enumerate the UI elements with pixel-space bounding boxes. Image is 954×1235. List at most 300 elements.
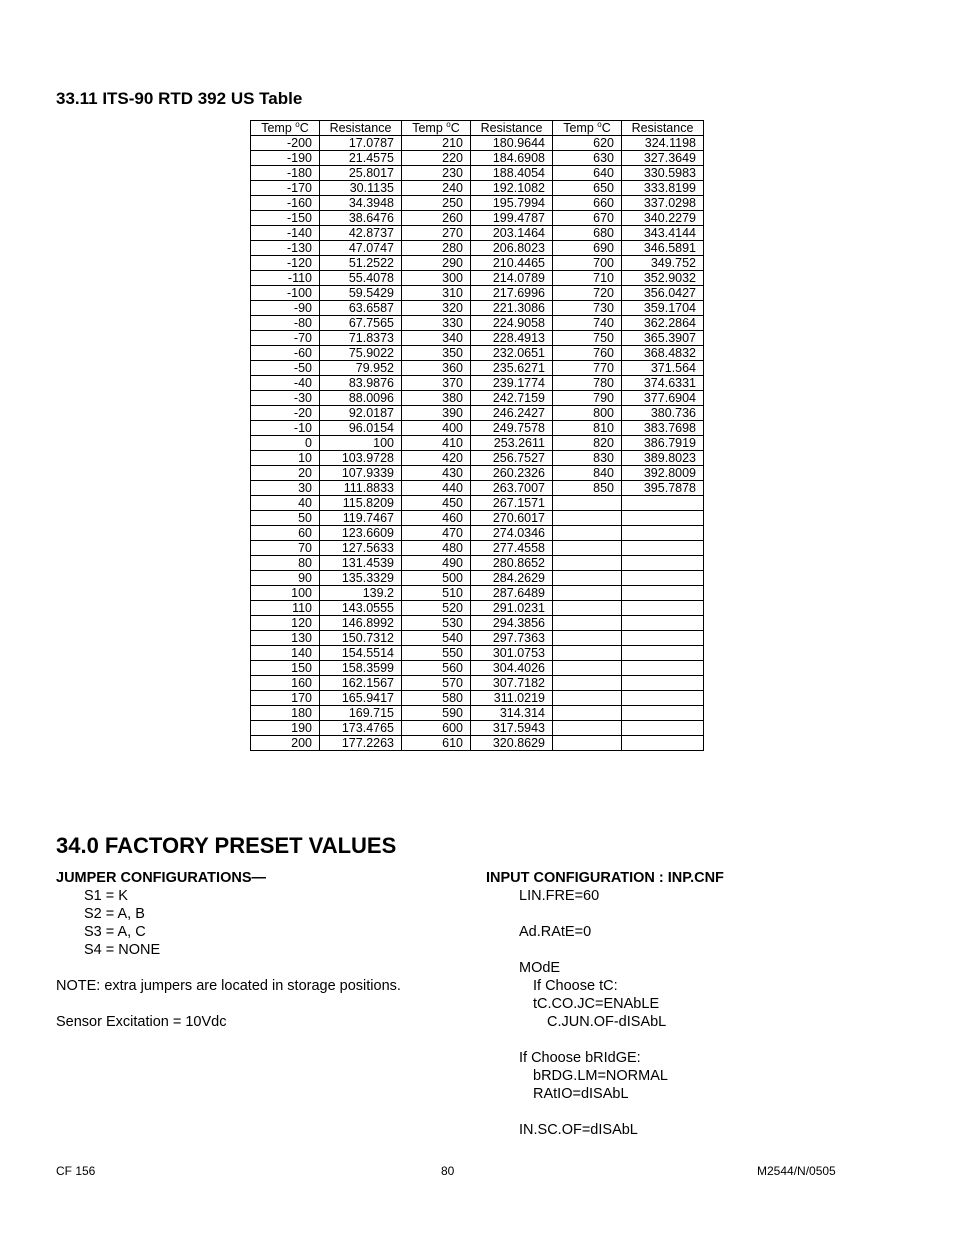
table-cell: 21.4575 [320, 151, 402, 166]
table-cell: 356.0427 [622, 286, 704, 301]
table-cell: -150 [251, 211, 320, 226]
in-sc-of: IN.SC.OF=dISAbL [519, 1122, 638, 1138]
table-cell: 310 [402, 286, 471, 301]
table-cell: 199.4787 [471, 211, 553, 226]
table-cell: -120 [251, 256, 320, 271]
table-cell: 34.3948 [320, 196, 402, 211]
table-cell: 154.5514 [320, 646, 402, 661]
table-cell: 520 [402, 601, 471, 616]
table-cell: 340.2279 [622, 211, 704, 226]
table-cell: 220 [402, 151, 471, 166]
table-cell: 100 [320, 436, 402, 451]
table-cell [553, 661, 622, 676]
table-cell: 88.0096 [320, 391, 402, 406]
table-cell: 390 [402, 406, 471, 421]
table-cell: 570 [402, 676, 471, 691]
table-cell [553, 676, 622, 691]
table-header-cell: Resistance [320, 121, 402, 136]
jumper-s4: S4 = NONE [84, 942, 161, 958]
footer-left: CF 156 [56, 1164, 96, 1178]
table-cell: -160 [251, 196, 320, 211]
table-row [251, 511, 704, 526]
table-cell: 510 [402, 586, 471, 601]
lin-fre: LIN.FRE=60 [519, 888, 600, 904]
table-cell: 123.6609 [320, 526, 402, 541]
table-cell: 195.7994 [471, 196, 553, 211]
table-cell: 359.1704 [622, 301, 704, 316]
table-cell: 371.564 [622, 361, 704, 376]
table-row [251, 451, 704, 466]
table-cell: 330.5983 [622, 166, 704, 181]
table-row [251, 331, 704, 346]
table-cell: 170 [251, 691, 320, 706]
table-cell: 750 [553, 331, 622, 346]
table-cell: 324.1198 [622, 136, 704, 151]
table-header-row [251, 121, 704, 136]
table-row [251, 541, 704, 556]
table-cell: 530 [402, 616, 471, 631]
table-cell: 143.0555 [320, 601, 402, 616]
table-cell: 460 [402, 511, 471, 526]
table-cell: 294.3856 [471, 616, 553, 631]
table-cell: -140 [251, 226, 320, 241]
table-cell: 260.2326 [471, 466, 553, 481]
table-cell: 420 [402, 451, 471, 466]
table-cell: 200 [251, 736, 320, 751]
table-cell: 235.6271 [471, 361, 553, 376]
if-choose-tc: If Choose tC: [533, 978, 618, 994]
table-row [251, 211, 704, 226]
table-cell: 162.1567 [320, 676, 402, 691]
table-cell: 370 [402, 376, 471, 391]
table-cell [553, 556, 622, 571]
tc-co-jc: tC.CO.JC=ENAbLE [533, 996, 660, 1012]
table-row [251, 376, 704, 391]
table-cell: 291.0231 [471, 601, 553, 616]
jumper-note: NOTE: extra jumpers are located in storage positions. [56, 978, 401, 994]
table-cell: 107.9339 [320, 466, 402, 481]
table-cell: 630 [553, 151, 622, 166]
table-cell: 284.2629 [471, 571, 553, 586]
table-cell: 92.0187 [320, 406, 402, 421]
table-cell: 314.314 [471, 706, 553, 721]
table-cell: 256.7527 [471, 451, 553, 466]
table-cell [622, 721, 704, 736]
table-cell: 59.5429 [320, 286, 402, 301]
table-cell: 810 [553, 421, 622, 436]
table-cell: -10 [251, 421, 320, 436]
table-cell: 30 [251, 481, 320, 496]
table-cell: 327.3649 [622, 151, 704, 166]
table-cell: 55.4078 [320, 271, 402, 286]
table-cell: 38.6476 [320, 211, 402, 226]
table-cell [553, 736, 622, 751]
table-cell: 210 [402, 136, 471, 151]
table-cell: 660 [553, 196, 622, 211]
table-cell: 343.4144 [622, 226, 704, 241]
table-row [251, 436, 704, 451]
table-row [251, 316, 704, 331]
table-row [251, 181, 704, 196]
preset-title: 34.0 FACTORY PRESET VALUES [56, 833, 397, 858]
table-row [251, 466, 704, 481]
table-cell: 346.5891 [622, 241, 704, 256]
table-row [251, 631, 704, 646]
table-cell [622, 586, 704, 601]
table-cell [622, 736, 704, 751]
table-cell: 188.4054 [471, 166, 553, 181]
table-cell: 700 [553, 256, 622, 271]
table-row [251, 256, 704, 271]
table-cell: 267.1571 [471, 496, 553, 511]
table-cell: 221.3086 [471, 301, 553, 316]
table-cell: 80 [251, 556, 320, 571]
ratio: RAtIO=dISAbL [533, 1086, 629, 1102]
table-cell: 410 [402, 436, 471, 451]
table-cell: 20 [251, 466, 320, 481]
table-cell: 250 [402, 196, 471, 211]
table-cell: 165.9417 [320, 691, 402, 706]
table-row [251, 736, 704, 751]
table-cell: 680 [553, 226, 622, 241]
table-cell: 850 [553, 481, 622, 496]
table-cell [622, 601, 704, 616]
table-cell: 277.4558 [471, 541, 553, 556]
sensor-excitation: Sensor Excitation = 10Vdc [56, 1014, 227, 1030]
jumper-s3: S3 = A, C [84, 924, 146, 940]
table-row [251, 346, 704, 361]
table-cell: 40 [251, 496, 320, 511]
input-config-section [486, 869, 724, 1139]
table-cell: 51.2522 [320, 256, 402, 271]
table-row [251, 646, 704, 661]
table-row [251, 526, 704, 541]
table-cell: 177.2263 [320, 736, 402, 751]
table-cell: 17.0787 [320, 136, 402, 151]
table-cell: 392.8009 [622, 466, 704, 481]
table-cell: 710 [553, 271, 622, 286]
table-cell: 249.7578 [471, 421, 553, 436]
table-cell: -20 [251, 406, 320, 421]
table-cell: -40 [251, 376, 320, 391]
table-cell: 103.9728 [320, 451, 402, 466]
table-cell: 640 [553, 166, 622, 181]
table-cell: 203.1464 [471, 226, 553, 241]
table-cell [553, 691, 622, 706]
table-cell: 150.7312 [320, 631, 402, 646]
table-cell: 119.7467 [320, 511, 402, 526]
table-cell: 60 [251, 526, 320, 541]
table-cell [622, 571, 704, 586]
table-cell: 320.8629 [471, 736, 553, 751]
table-cell: 317.5943 [471, 721, 553, 736]
table-cell: 228.4913 [471, 331, 553, 346]
table-cell: 146.8992 [320, 616, 402, 631]
table-row [251, 616, 704, 631]
table-cell: 380 [402, 391, 471, 406]
table-cell: 480 [402, 541, 471, 556]
table-row [251, 226, 704, 241]
table-cell: 83.9876 [320, 376, 402, 391]
table-cell [553, 586, 622, 601]
table-cell: 610 [402, 736, 471, 751]
table-cell [622, 661, 704, 676]
table-cell: 760 [553, 346, 622, 361]
table-cell: 365.3907 [622, 331, 704, 346]
table-cell: 550 [402, 646, 471, 661]
table-cell [622, 616, 704, 631]
table-cell: 280 [402, 241, 471, 256]
table-cell: 131.4539 [320, 556, 402, 571]
table-cell [622, 526, 704, 541]
table-cell: 263.7007 [471, 481, 553, 496]
table-cell: 362.2864 [622, 316, 704, 331]
table-cell [553, 511, 622, 526]
table-row [251, 361, 704, 376]
table-cell: 180.9644 [471, 136, 553, 151]
table-cell: 330 [402, 316, 471, 331]
table-cell: 386.7919 [622, 436, 704, 451]
ad-rate: Ad.RAtE=0 [519, 924, 592, 940]
table-row [251, 586, 704, 601]
table-cell: 100 [251, 586, 320, 601]
table-cell [553, 721, 622, 736]
table-cell: 580 [402, 691, 471, 706]
table-cell: 301.0753 [471, 646, 553, 661]
table-cell [622, 511, 704, 526]
table-cell: 840 [553, 466, 622, 481]
table-cell: 158.3599 [320, 661, 402, 676]
table-cell [622, 676, 704, 691]
jumper-heading: JUMPER CONFIGURATIONS— [56, 870, 266, 886]
jumper-s1: S1 = K [84, 888, 128, 904]
table-cell: 135.3329 [320, 571, 402, 586]
table-cell: 780 [553, 376, 622, 391]
table-cell: 90 [251, 571, 320, 586]
table-cell: 270.6017 [471, 511, 553, 526]
table-cell: 820 [553, 436, 622, 451]
table-cell: 297.7363 [471, 631, 553, 646]
table-cell: 63.6587 [320, 301, 402, 316]
table-cell: 383.7698 [622, 421, 704, 436]
table-cell [622, 541, 704, 556]
table-cell: 206.8023 [471, 241, 553, 256]
table-cell: 120 [251, 616, 320, 631]
table-cell: 389.8023 [622, 451, 704, 466]
table-cell: -30 [251, 391, 320, 406]
table-cell: 246.2427 [471, 406, 553, 421]
table-cell [553, 496, 622, 511]
table-cell [553, 631, 622, 646]
table-cell: 232.0651 [471, 346, 553, 361]
table-cell: 377.6904 [622, 391, 704, 406]
table-cell: 150 [251, 661, 320, 676]
footer-right: M2544/N/0505 [757, 1164, 836, 1178]
table-row [251, 301, 704, 316]
if-choose-bridge: If Choose bRIdGE: [519, 1050, 641, 1066]
table-cell: 440 [402, 481, 471, 496]
table-row [251, 676, 704, 691]
table-cell: 450 [402, 496, 471, 511]
table-cell: 130 [251, 631, 320, 646]
table-cell: 690 [553, 241, 622, 256]
table-cell [553, 571, 622, 586]
table-cell: 620 [553, 136, 622, 151]
table-row [251, 406, 704, 421]
table-cell: -60 [251, 346, 320, 361]
table-cell: 169.715 [320, 706, 402, 721]
table-cell [622, 691, 704, 706]
table-row [251, 421, 704, 436]
table-cell: 670 [553, 211, 622, 226]
table-header-cell: Temp $^o$C [251, 121, 320, 136]
table-cell: 230 [402, 166, 471, 181]
table-header-cell: Resistance [622, 121, 704, 136]
table-cell [553, 616, 622, 631]
table-cell: 75.9022 [320, 346, 402, 361]
table-cell: 360 [402, 361, 471, 376]
table-cell [622, 496, 704, 511]
table-cell [553, 706, 622, 721]
table-cell: 253.2611 [471, 436, 553, 451]
table-cell [553, 601, 622, 616]
table-cell: 590 [402, 706, 471, 721]
table-row [251, 241, 704, 256]
mode-label: MOdE [519, 960, 561, 976]
table-cell: 730 [553, 301, 622, 316]
table-cell: 374.6331 [622, 376, 704, 391]
table-row [251, 661, 704, 676]
table-cell: 311.0219 [471, 691, 553, 706]
table-cell: -190 [251, 151, 320, 166]
table-row [251, 496, 704, 511]
table-row [251, 136, 704, 151]
table-row [251, 271, 704, 286]
input-config-heading: INPUT CONFIGURATION : INP.CNF [486, 870, 724, 886]
table-cell: 0 [251, 436, 320, 451]
table-cell: 115.8209 [320, 496, 402, 511]
table-cell [622, 706, 704, 721]
table-cell: 790 [553, 391, 622, 406]
table-cell: -90 [251, 301, 320, 316]
table-cell: 540 [402, 631, 471, 646]
table-cell: -100 [251, 286, 320, 301]
table-header-cell: Resistance [471, 121, 553, 136]
table-cell: 67.7565 [320, 316, 402, 331]
table-row [251, 556, 704, 571]
table-cell [553, 541, 622, 556]
table-cell [622, 556, 704, 571]
table-row [251, 286, 704, 301]
table-cell: 490 [402, 556, 471, 571]
table-cell: 180 [251, 706, 320, 721]
table-header-cell: Temp $^o$C [553, 121, 622, 136]
table-cell: 242.7159 [471, 391, 553, 406]
table-body [251, 136, 704, 751]
table-cell: 650 [553, 181, 622, 196]
table-cell: 139.2 [320, 586, 402, 601]
table-cell: -80 [251, 316, 320, 331]
jumper-s2: S2 = A, B [84, 906, 145, 922]
table-cell: 830 [553, 451, 622, 466]
table-cell: 25.8017 [320, 166, 402, 181]
table-cell: -170 [251, 181, 320, 196]
table-cell: 47.0747 [320, 241, 402, 256]
table-cell: 307.7182 [471, 676, 553, 691]
table-cell: 500 [402, 571, 471, 586]
table-cell: 300 [402, 271, 471, 286]
table-row [251, 196, 704, 211]
table-row [251, 481, 704, 496]
table-cell: -200 [251, 136, 320, 151]
table-cell: 380.736 [622, 406, 704, 421]
table-cell: 720 [553, 286, 622, 301]
table-cell: 190 [251, 721, 320, 736]
table-cell: 430 [402, 466, 471, 481]
table-cell: -130 [251, 241, 320, 256]
table-cell: 304.4026 [471, 661, 553, 676]
table-cell: 287.6489 [471, 586, 553, 601]
table-cell: 210.4465 [471, 256, 553, 271]
table-cell: 800 [553, 406, 622, 421]
table-row [251, 601, 704, 616]
table-cell: 70 [251, 541, 320, 556]
table-cell: 280.8652 [471, 556, 553, 571]
table-header-cell: Temp $^o$C [402, 121, 471, 136]
table-cell: 96.0154 [320, 421, 402, 436]
table-cell: 274.0346 [471, 526, 553, 541]
table-cell: 192.1082 [471, 181, 553, 196]
table-cell: 127.5633 [320, 541, 402, 556]
table-row [251, 691, 704, 706]
table-cell: 240 [402, 181, 471, 196]
table-cell [622, 631, 704, 646]
table-cell: -50 [251, 361, 320, 376]
section-title: 33.11 ITS-90 RTD 392 US Table [56, 89, 303, 108]
table-cell: -70 [251, 331, 320, 346]
table-cell: 337.0298 [622, 196, 704, 211]
table-cell: 600 [402, 721, 471, 736]
table-cell: 239.1774 [471, 376, 553, 391]
table-cell: 770 [553, 361, 622, 376]
table-cell: 110 [251, 601, 320, 616]
table-cell: 270 [402, 226, 471, 241]
c-jun-of: C.JUN.OF-dISAbL [547, 1014, 667, 1030]
table-cell: 368.4832 [622, 346, 704, 361]
table-row [251, 391, 704, 406]
table-cell: 560 [402, 661, 471, 676]
table-cell: -110 [251, 271, 320, 286]
table-cell: 290 [402, 256, 471, 271]
table-cell: 224.9058 [471, 316, 553, 331]
table-row [251, 166, 704, 181]
table-cell: 470 [402, 526, 471, 541]
table-cell [553, 526, 622, 541]
table-cell [553, 646, 622, 661]
table-cell: 184.6908 [471, 151, 553, 166]
table-cell: 217.6996 [471, 286, 553, 301]
table-cell: 10 [251, 451, 320, 466]
table-cell: 260 [402, 211, 471, 226]
table-row [251, 706, 704, 721]
jumper-config-section [56, 869, 401, 1031]
table-cell: 79.952 [320, 361, 402, 376]
table-cell: 111.8833 [320, 481, 402, 496]
table-cell: 320 [402, 301, 471, 316]
table-cell: 30.1135 [320, 181, 402, 196]
brdg-lm: bRDG.LM=NORMAL [533, 1068, 668, 1084]
table-row [251, 721, 704, 736]
